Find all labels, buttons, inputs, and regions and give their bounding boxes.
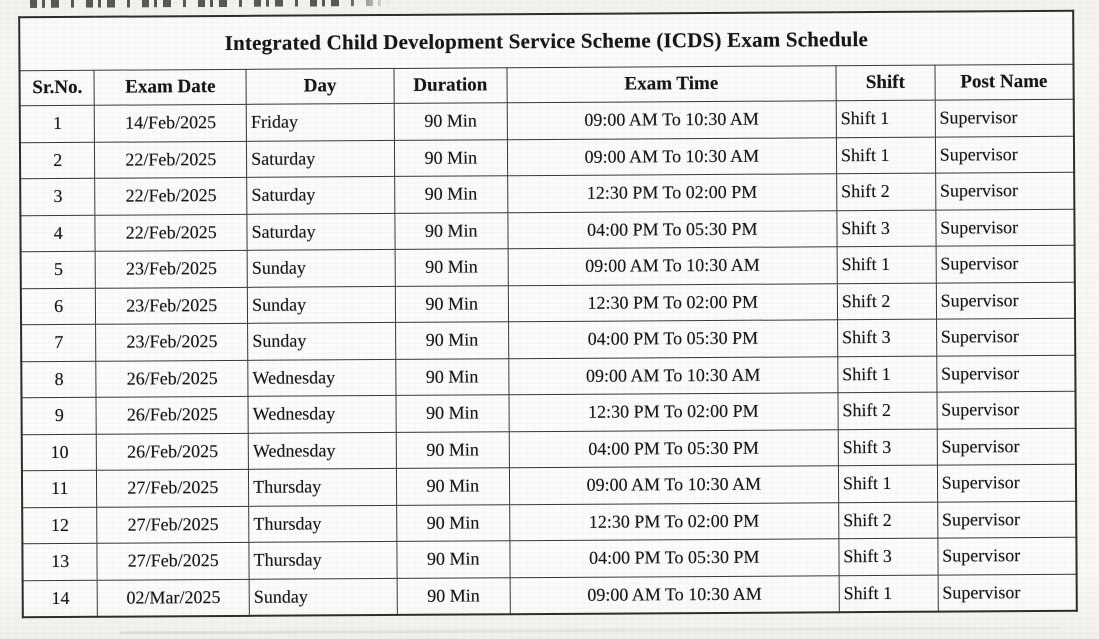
cell-day: Saturday <box>247 213 395 250</box>
cell-time: 09:00 AM To 10:30 AM <box>508 247 837 286</box>
cell-time: 12:30 PM To 02:00 PM <box>508 283 837 322</box>
cell-date: 27/Feb/2025 <box>97 542 249 579</box>
cell-post: Supervisor <box>935 136 1074 173</box>
cell-shift: Shift 3 <box>838 429 937 466</box>
cell-time: 09:00 AM To 10:30 AM <box>509 466 838 505</box>
cell-sr: 2 <box>20 142 95 179</box>
cell-duration: 90 Min <box>395 249 508 286</box>
cell-post: Supervisor <box>935 172 1074 209</box>
cell-post: Supervisor <box>936 282 1075 319</box>
col-header-exam-time: Exam Time <box>507 66 836 103</box>
cell-sr: 11 <box>22 470 97 507</box>
cell-sr: 7 <box>21 324 96 361</box>
cell-time: 04:00 PM To 05:30 PM <box>508 320 837 359</box>
cell-time: 12:30 PM To 02:00 PM <box>509 393 838 432</box>
cell-date: 23/Feb/2025 <box>96 287 248 324</box>
cell-sr: 13 <box>22 543 97 580</box>
cell-time: 12:30 PM To 02:00 PM <box>507 174 836 213</box>
cell-post: Supervisor <box>938 537 1077 574</box>
cell-day: Thursday <box>249 468 397 505</box>
table-row <box>23 574 1077 617</box>
cell-post: Supervisor <box>938 574 1077 612</box>
cell-duration: 90 Min <box>396 468 509 505</box>
cell-time: 12:30 PM To 02:00 PM <box>509 502 838 541</box>
cell-sr: 8 <box>21 361 96 398</box>
cell-date: 14/Feb/2025 <box>95 104 247 141</box>
cell-shift: Shift 2 <box>839 502 938 539</box>
cell-post: Supervisor <box>936 209 1075 246</box>
cell-post: Supervisor <box>936 318 1075 355</box>
cell-duration: 90 Min <box>395 322 508 359</box>
col-header-duration: Duration <box>394 68 507 104</box>
cell-day: Sunday <box>247 249 395 286</box>
cell-sr: 12 <box>22 507 97 544</box>
cell-date: 27/Feb/2025 <box>97 506 249 543</box>
cell-sr: 10 <box>22 434 97 471</box>
cell-time: 04:00 PM To 05:30 PM <box>510 539 839 578</box>
cell-sr: 5 <box>21 251 96 288</box>
cell-duration: 90 Min <box>396 358 509 395</box>
cell-post: Supervisor <box>937 391 1076 428</box>
col-header-post-name: Post Name <box>935 64 1074 100</box>
cell-time: 09:00 AM To 10:30 AM <box>507 101 836 140</box>
cell-shift: Shift 3 <box>839 538 938 575</box>
cell-date: 02/Mar/2025 <box>98 579 250 617</box>
cell-day: Wednesday <box>248 395 396 432</box>
table-body <box>20 99 1077 617</box>
cell-date: 22/Feb/2025 <box>95 177 247 214</box>
cell-shift: Shift 2 <box>837 283 936 320</box>
title-row <box>19 11 1073 71</box>
cell-post: Supervisor <box>936 245 1075 282</box>
cell-duration: 90 Min <box>397 504 510 541</box>
cell-time: 09:00 AM To 10:30 AM <box>507 137 836 176</box>
cell-duration: 90 Min <box>394 139 507 176</box>
cell-sr: 1 <box>20 105 95 142</box>
cell-date: 23/Feb/2025 <box>96 250 248 287</box>
cell-shift: Shift 1 <box>838 465 937 502</box>
col-header-sr-no: Sr.No. <box>20 70 95 105</box>
cell-sr: 4 <box>20 215 95 252</box>
cell-duration: 90 Min <box>395 212 508 249</box>
cell-time: 04:00 PM To 05:30 PM <box>509 429 838 468</box>
cell-duration: 90 Min <box>395 285 508 322</box>
document-title: Integrated Child Development Service Scheme (ICDS) Exam Schedule <box>19 11 1073 71</box>
cell-shift: Shift 1 <box>836 100 935 137</box>
cell-shift: Shift 1 <box>837 246 936 283</box>
cell-shift: Shift 3 <box>837 210 936 247</box>
exam-schedule-table <box>18 10 1078 618</box>
cell-date: 26/Feb/2025 <box>96 396 248 433</box>
cropped-text-fragment <box>30 0 390 8</box>
cell-date: 23/Feb/2025 <box>96 323 248 360</box>
cell-day: Saturday <box>247 140 395 177</box>
cell-post: Supervisor <box>937 464 1076 501</box>
cell-day: Wednesday <box>248 432 396 469</box>
cell-sr: 3 <box>20 178 95 215</box>
cell-date: 22/Feb/2025 <box>95 141 247 178</box>
cell-post: Supervisor <box>935 99 1074 136</box>
cell-sr: 14 <box>23 580 98 617</box>
cell-shift: Shift 2 <box>838 392 937 429</box>
cell-day: Sunday <box>249 578 397 616</box>
cell-duration: 90 Min <box>397 541 510 578</box>
cell-shift: Shift 1 <box>839 575 938 613</box>
cell-time: 09:00 AM To 10:30 AM <box>508 356 837 395</box>
cell-date: 22/Feb/2025 <box>95 214 247 251</box>
col-header-shift: Shift <box>836 65 935 101</box>
cell-shift: Shift 2 <box>837 173 936 210</box>
cell-time: 04:00 PM To 05:30 PM <box>508 210 837 249</box>
cell-post: Supervisor <box>937 428 1076 465</box>
cell-duration: 90 Min <box>396 431 509 468</box>
cell-post: Supervisor <box>937 501 1076 538</box>
scanned-document-sheet <box>18 10 1078 618</box>
cell-shift: Shift 3 <box>837 319 936 356</box>
col-header-exam-date: Exam Date <box>94 69 246 105</box>
cell-day: Thursday <box>249 541 397 578</box>
cell-date: 26/Feb/2025 <box>96 360 248 397</box>
cell-day: Wednesday <box>248 359 396 396</box>
cell-sr: 9 <box>22 397 97 434</box>
cell-duration: 90 Min <box>394 103 507 140</box>
cell-day: Friday <box>246 103 394 140</box>
cell-day: Thursday <box>249 505 397 542</box>
cell-sr: 6 <box>21 288 96 325</box>
scan-smudge <box>120 627 1060 635</box>
cell-day: Saturday <box>247 176 395 213</box>
cell-post: Supervisor <box>936 355 1075 392</box>
cell-date: 26/Feb/2025 <box>97 433 249 470</box>
cell-time: 09:00 AM To 10:30 AM <box>510 575 839 614</box>
cell-duration: 90 Min <box>396 395 509 432</box>
cell-duration: 90 Min <box>395 176 508 213</box>
col-header-day: Day <box>246 68 394 104</box>
cell-shift: Shift 1 <box>838 356 937 393</box>
cell-date: 27/Feb/2025 <box>97 469 249 506</box>
cell-day: Sunday <box>248 322 396 359</box>
cell-duration: 90 Min <box>397 577 510 615</box>
cell-day: Sunday <box>247 286 395 323</box>
cell-shift: Shift 1 <box>836 137 935 174</box>
